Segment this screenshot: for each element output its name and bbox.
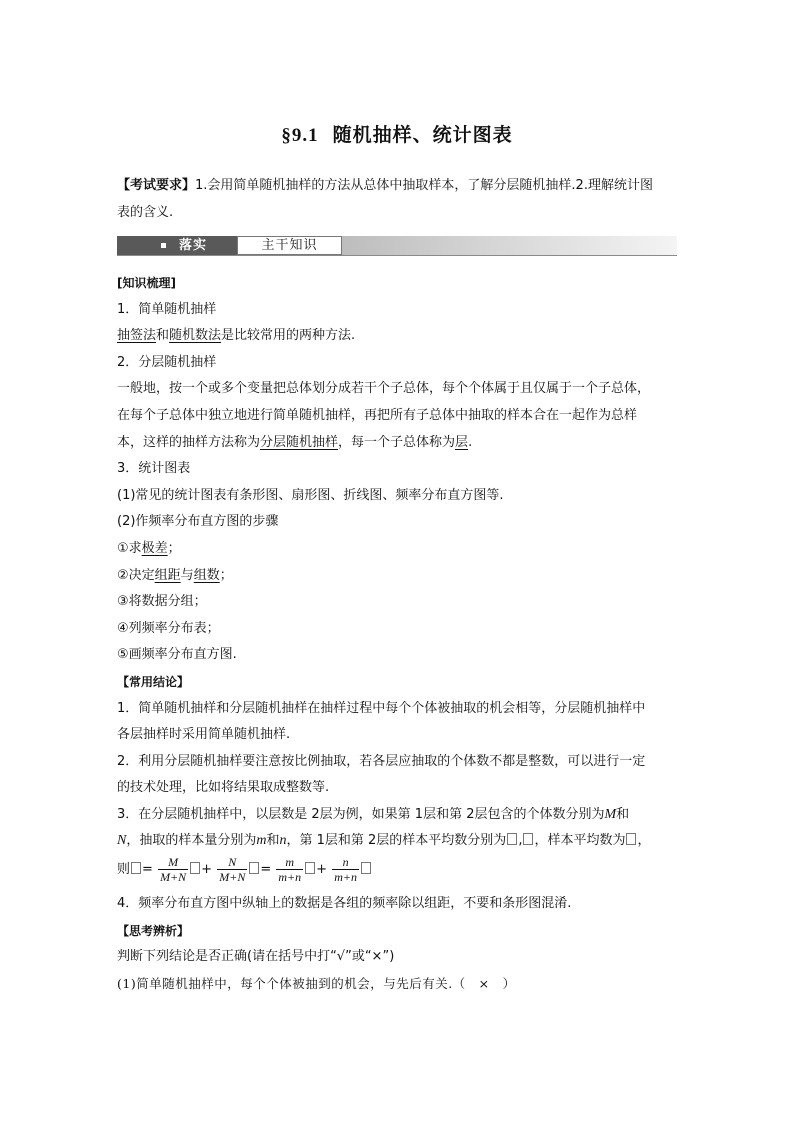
c1-line-1: 1．简单随机抽样和分层随机抽样在抽样过程中每个个体被抽取的机会相等，分层随机抽样中 <box>117 700 646 716</box>
frac-den-MN-2: M+N <box>219 870 246 885</box>
requirements-tag: 【考试要求】 <box>117 178 196 193</box>
banner-dark-label: 落实 <box>179 238 208 253</box>
formula-x-glyph-2 <box>305 862 315 874</box>
term-stratified: 分层随机抽样 <box>260 434 339 450</box>
mean-x-glyph <box>507 833 517 845</box>
s1-content <box>117 323 683 350</box>
frac-den-mn: m+n <box>278 870 302 885</box>
banner-rule <box>117 255 677 256</box>
var-n: n <box>279 833 287 849</box>
section-title <box>0 120 794 147</box>
content-body <box>117 270 683 997</box>
frac-den-mn-2: m+n <box>334 870 357 885</box>
s2-line-3-b: ，每一个子总体称为 <box>338 434 456 450</box>
frac-num-M: M <box>168 855 179 870</box>
s2-title: 2．分层随机抽样 <box>117 354 217 370</box>
step-2-a: ②决定 <box>117 567 155 583</box>
s2-line-3-a: 本，这样的抽样方法称为 <box>117 434 261 450</box>
var-m: m <box>256 833 267 849</box>
mean-y-glyph <box>523 833 533 845</box>
var-M: M <box>604 806 617 822</box>
step-5: ⑤画频率分布直方图. <box>117 647 237 663</box>
c1-line-2: 各层抽样时采用简单随机抽样. <box>117 727 291 743</box>
banner-gradient <box>342 236 677 255</box>
frac-num-m: m <box>285 855 295 870</box>
step-2-m: 与 <box>180 567 194 583</box>
banner-light-label: 主干知识 <box>237 236 342 255</box>
formula-eq-2: = <box>260 862 272 878</box>
section-number: §9.1 <box>281 125 319 146</box>
bullet-square-icon <box>161 243 166 248</box>
s3-title: 3．统计图表 <box>117 461 191 477</box>
fraction-M-over-MN <box>158 855 188 884</box>
question-1: (1)简单随机抽样中，每个个体被抽到的机会，与先后有关.（ × ） <box>117 975 516 991</box>
fraction-N-over-MN <box>217 855 247 884</box>
c3-line-2-c: ，第 1层和第 2层的样本平均数分别为 <box>286 833 507 849</box>
s2-line-2: 在每个子总体中独立地进行简单随机抽样，再把所有子总体中抽取的样本合在一起作为总样 <box>117 407 638 423</box>
c3-line-2-a: ，抽取的样本量分别为 <box>126 833 257 849</box>
formula-eq-1: = <box>142 862 153 878</box>
formula-x-glyph <box>190 862 200 874</box>
text-and: 和 <box>156 328 170 344</box>
formula-y-glyph-2 <box>361 862 371 874</box>
frac-num-n: n <box>342 855 349 870</box>
formula-w-glyph <box>131 862 141 874</box>
c3-line-2-e: ， <box>637 833 651 849</box>
term-lottery: 抽签法 <box>117 328 157 344</box>
var-N: N <box>117 833 127 849</box>
s3-line-2: (2)作频率分布直方图的步骤 <box>117 514 279 530</box>
banner-dark-block <box>117 236 237 255</box>
c3-line-2-b: 和 <box>266 833 280 849</box>
c4-line: 4．频率分布直方图中纵轴上的数据是各组的频率除以组距，不要和条形图混淆. <box>117 896 572 912</box>
step-1 <box>117 536 683 563</box>
formula-plus-2: + <box>316 862 328 878</box>
term-range: 极差 <box>141 540 168 556</box>
frac-num-N: N <box>228 855 237 870</box>
s2-line-3-c: . <box>468 434 473 450</box>
s2-line-1: 一般地，按一个或多个变量把总体划分成若干个子总体，每个个体属于且仅属于一个子总体， <box>117 381 651 397</box>
step-1-b: ； <box>167 540 181 556</box>
c3-line-2-d: ，样本平均数为 <box>534 833 626 849</box>
step-2 <box>117 563 683 590</box>
section-banner <box>117 236 677 256</box>
formula-ze: 则 <box>117 862 131 878</box>
c3-line-1-a: 3．在分层随机抽样中，以层数是 2层为例，如果第 1层和第 2层包含的个体数分别为 <box>117 806 605 822</box>
fraction-m-over-mn <box>276 855 303 884</box>
s3-line-1: (1)常见的统计图表有条形图、扇形图、折线图、频率分布直方图等. <box>117 487 504 503</box>
c2-line-1: 2．利用分层随机抽样要注意按比例抽取，若各层应抽取的个体数不都是整数，可以进行一定 <box>117 753 646 769</box>
s1-rest: 是比较常用的两种方法. <box>221 328 356 344</box>
term-class-width: 组距 <box>154 567 181 583</box>
thinking-prompt: 判断下列结论是否正确(请在括号中打“√”或“×”) <box>117 949 395 965</box>
fraction-n-over-mn <box>332 855 359 884</box>
c3-line-1-b: 和 <box>616 806 630 822</box>
term-random-number: 随机数法 <box>169 328 222 344</box>
step-4: ④列频率分布表； <box>117 620 220 636</box>
formula-y-glyph <box>249 862 259 874</box>
step-2-b: ； <box>219 567 233 583</box>
weighted-mean-formula <box>117 855 683 891</box>
knowledge-heading: [知识梳理] <box>117 276 176 290</box>
frac-den-MN: M+N <box>160 870 187 885</box>
step-1-a: ①求 <box>117 540 142 556</box>
s1-title: 1．简单随机抽样 <box>117 301 217 317</box>
requirements-line-2: 表的含义. <box>117 205 174 220</box>
term-layer: 层 <box>455 434 469 450</box>
s2-line-3 <box>117 430 683 457</box>
exam-requirements <box>117 172 679 226</box>
term-class-count: 组数 <box>193 567 220 583</box>
c2-line-2: 的技术处理，比如将结果取成整数等. <box>117 780 330 796</box>
thinking-heading: 【思考辨析】 <box>117 923 190 938</box>
conclusions-heading: 【常用结论】 <box>117 674 190 689</box>
section-heading: 随机抽样、统计图表 <box>332 124 513 146</box>
c3-line-2: N，抽取的样本量分别为m和n，第 1层和第 2层的样本平均数分别为 , ，样本平均数为 ， <box>117 833 651 849</box>
c3-line-1 <box>117 802 683 829</box>
mean-w-glyph <box>626 833 636 845</box>
step-3: ③将数据分组； <box>117 594 207 610</box>
requirements-line-1: 1.会用简单随机抽样的方法从总体中抽取样本，了解分层随机抽样.2.理解统计图 <box>195 178 653 193</box>
formula-plus-1: + <box>201 862 213 878</box>
